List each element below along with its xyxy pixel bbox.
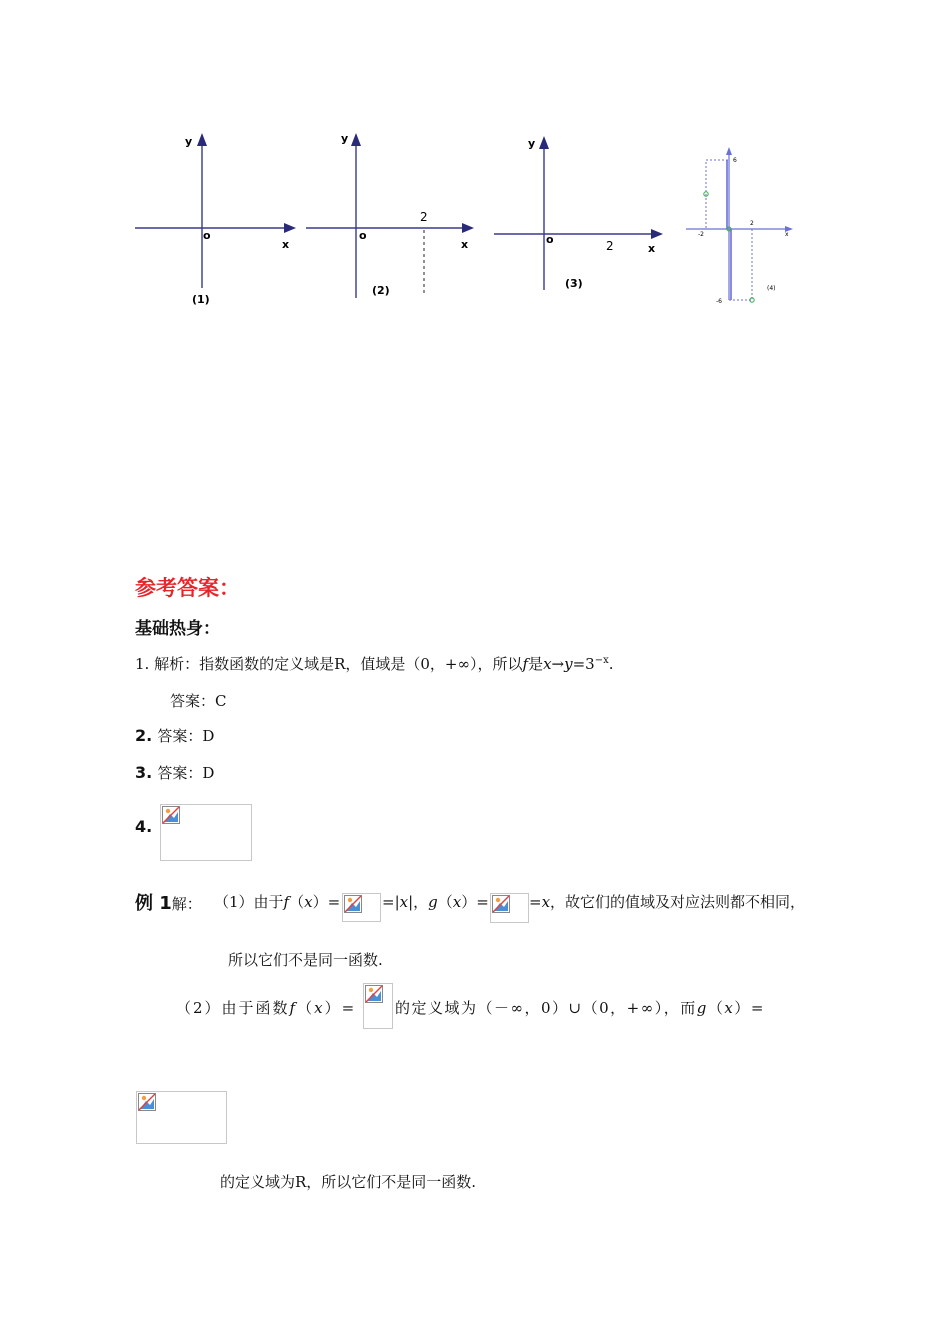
q1-num: 1. — [135, 655, 150, 673]
broken-image-icon — [492, 895, 510, 913]
ex1-p2-g-rp: ） — [734, 999, 751, 1017]
g2-x-arrow — [462, 223, 474, 233]
q3-answer: 答案：D — [157, 764, 215, 782]
graphs-row — [0, 0, 950, 320]
g2-caption: (2) — [372, 284, 390, 297]
g4-dash-bottom — [729, 229, 752, 300]
ex1-abs: =| — [382, 893, 400, 911]
ex1-rp: ） — [312, 893, 328, 911]
q1-f: f — [522, 655, 529, 673]
ex1-image-1 — [342, 893, 381, 922]
g4-top-value: 6 — [733, 157, 737, 164]
ex1-p2-f: f — [289, 999, 298, 1017]
q4-image-placeholder — [160, 804, 252, 861]
q1-x: x — [543, 655, 552, 673]
ex1-image-3 — [363, 983, 393, 1029]
ex1-jie: 解： — [171, 895, 202, 913]
broken-image-icon — [138, 1093, 156, 1111]
ex1-p2-c: = — [750, 999, 765, 1017]
broken-image-icon — [365, 985, 383, 1003]
ex1-p2-g-x: x — [724, 999, 735, 1017]
g3-tick-2: 2 — [606, 239, 614, 253]
ex1-lp: （ — [289, 893, 305, 911]
g1-y-label: y — [185, 135, 193, 148]
g1-x-arrow — [284, 223, 296, 233]
ex1-image-2 — [490, 893, 529, 923]
q1-text-a: 解析：指数函数的定义域是R，值域是（0，+∞），所以 — [154, 655, 523, 673]
ex1-p2-g-lp: （ — [707, 999, 725, 1017]
ex1-g-rp: ） — [461, 893, 477, 911]
ex1-p2-g: g — [696, 999, 708, 1017]
g1-origin: o — [203, 229, 211, 242]
ex1-abs-end: |， — [408, 893, 429, 911]
q3-line — [135, 762, 214, 783]
g1-y-arrow — [197, 133, 207, 146]
g4-y-arrow — [726, 147, 732, 155]
ex1-p2-part-a — [176, 997, 356, 1018]
ex1-p2-x: x — [314, 999, 325, 1017]
g3-x-arrow — [651, 229, 663, 239]
ex1-g-lp: （ — [437, 893, 453, 911]
g3-origin: o — [546, 233, 554, 246]
q1-expr: =3 — [572, 655, 595, 673]
broken-image-icon — [162, 806, 180, 824]
g4-dash-top — [706, 160, 729, 228]
ex1-x: x — [304, 893, 313, 911]
ex1-p1-part-a — [214, 891, 340, 912]
graph-1 — [135, 133, 296, 306]
ex1-eq: = — [327, 893, 341, 911]
ex1-p1-b: ，故它们的值域及对应法则都不相同， — [550, 893, 806, 911]
g4-pos-x: 2 — [750, 220, 754, 227]
ex1-abs-x: x — [399, 893, 409, 911]
graph-2 — [306, 132, 474, 298]
ex1-p2-eq: = — [341, 999, 357, 1017]
g3-x-label: x — [648, 242, 656, 255]
q1-exp: −x — [594, 655, 609, 666]
q2-num: 2. — [135, 726, 153, 745]
ex1-eqx-x: x — [541, 893, 551, 911]
g4-x-label: x — [785, 231, 789, 238]
section-warmup: 基础热身： — [135, 619, 220, 639]
ex1-g-x: x — [452, 893, 462, 911]
g2-origin: o — [359, 229, 367, 242]
q2-answer: 答案：D — [157, 727, 215, 745]
q1-line — [135, 653, 614, 674]
graph-4 — [686, 147, 793, 305]
ex1-eqx: = — [529, 893, 542, 911]
g3-y-arrow — [539, 136, 549, 149]
g4-caption: (4) — [767, 285, 776, 292]
g2-x-label: x — [461, 238, 469, 251]
ex1-line1 — [135, 889, 202, 915]
graph-3 — [494, 136, 663, 290]
q1-arrow: → — [551, 655, 565, 673]
g1-x-label: x — [282, 238, 290, 251]
ex1-image-4 — [136, 1091, 227, 1144]
ex1-p2-part-b — [395, 997, 765, 1018]
ex1-p2-lp: （ — [297, 999, 315, 1017]
ex1-p1-part-b — [382, 891, 489, 912]
answers-title: 参考答案： — [135, 576, 240, 600]
ex1-p1-a: （1）由于 — [214, 893, 284, 911]
q1-y: y — [564, 655, 573, 673]
g3-caption: (3) — [565, 277, 583, 290]
g2-y-arrow — [351, 133, 361, 146]
q3-num: 3. — [135, 763, 153, 782]
g3-y-label: y — [528, 137, 536, 150]
q1-period: . — [608, 655, 614, 673]
ex1-p2-rp: ） — [324, 999, 342, 1017]
g4-neg-x: -2 — [698, 231, 704, 238]
g2-y-label: y — [341, 132, 349, 145]
ex1-label: 例 1 — [135, 893, 172, 914]
g2-tick-2: 2 — [420, 210, 428, 224]
ex1-p1-c: 所以它们不是同一函数. — [228, 951, 383, 969]
ex1-p2-a: （2）由于函数 — [176, 999, 290, 1017]
ex1-g: g — [428, 893, 438, 911]
q1-answer: 答案：C — [170, 692, 227, 710]
ex1-f: f — [283, 893, 290, 911]
g1-caption: (1) — [192, 293, 210, 306]
broken-image-icon — [344, 895, 362, 913]
ex1-p2-b: 的定义域为（－∞，0）∪（0，+∞），而 — [395, 999, 697, 1017]
ex1-p2-d: 的定义域为R，所以它们不是同一函数. — [220, 1173, 477, 1191]
q1-text-b: 是 — [528, 655, 544, 673]
q2-line — [135, 725, 214, 746]
ex1-g-eq: = — [476, 893, 489, 911]
ex1-p1-part-c — [529, 891, 805, 912]
q4-num: 4. — [135, 817, 153, 836]
g4-bottom-value: -6 — [716, 298, 722, 305]
